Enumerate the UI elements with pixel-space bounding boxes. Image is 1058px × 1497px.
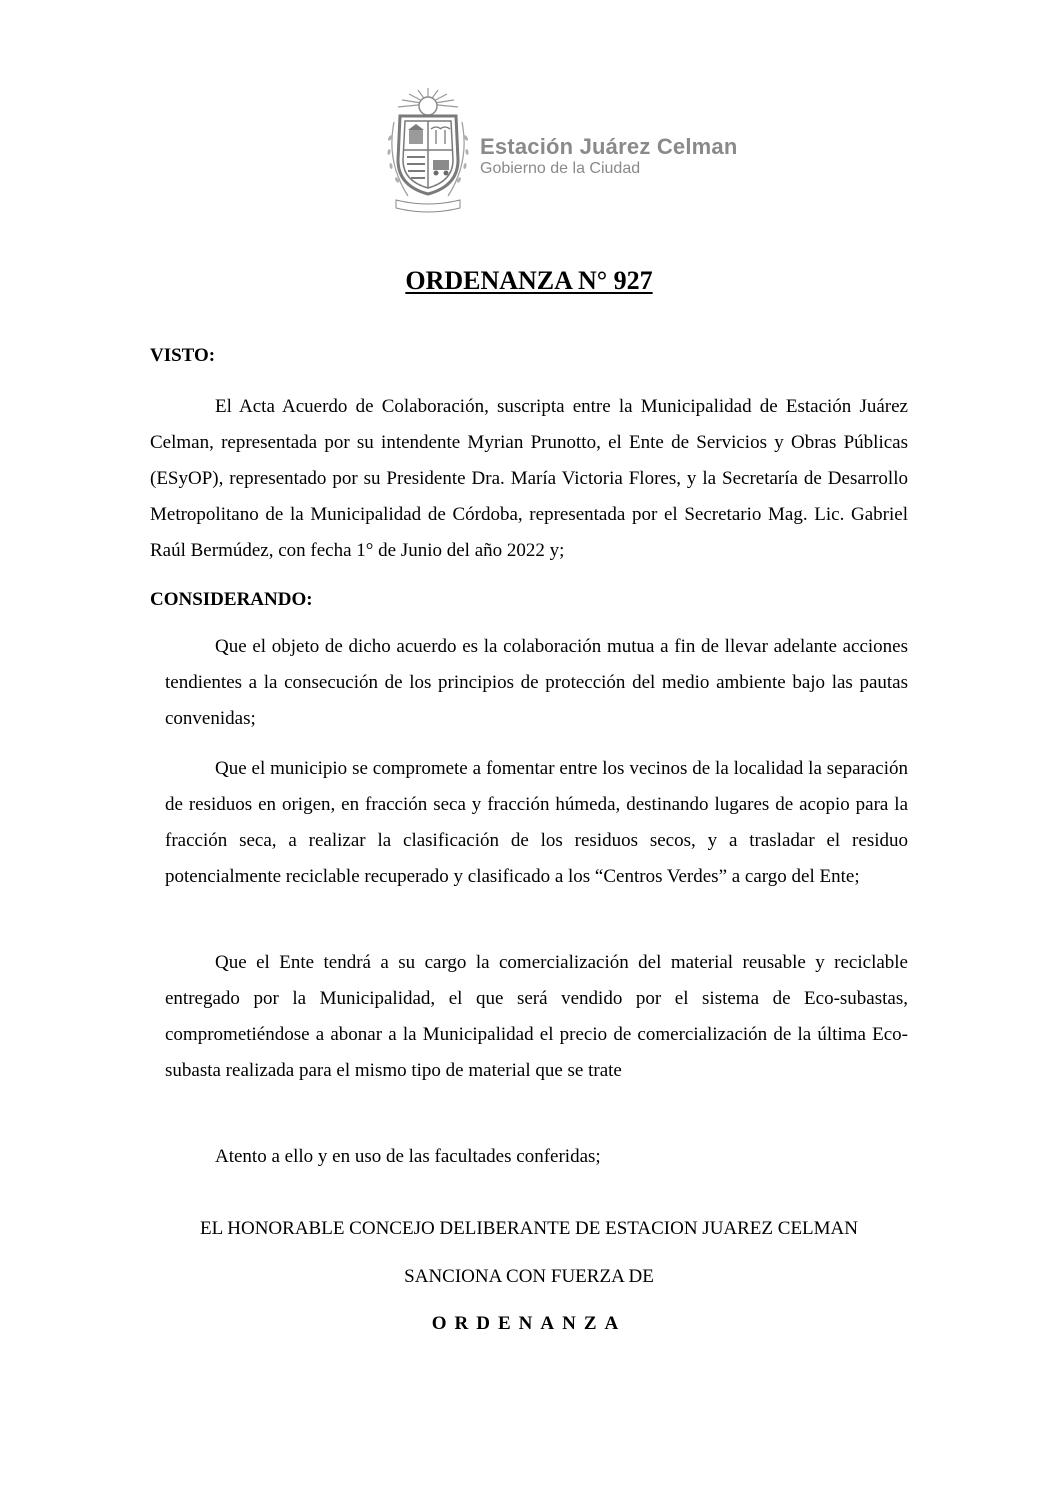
considerando-paragraph-2: Que el municipio se compromete a fomentar entre los vecinos de la localidad la separación de residuos en origen, en fracción seca y fracción húmeda, destinando lugares de acopio para la fracción seca, a realizar la clasificación de los residuos secos, y a trasladar el residuo potencialmente reciclable recuperado y clasificado a los “Centros Verdes” a cargo del Ente; [165, 758, 908, 887]
closing-line-1: EL HONORABLE CONCEJO DELIBERANTE DE ESTACION JUAREZ CELMAN [200, 1218, 858, 1239]
considerando-paragraph-1: Que el objeto de dicho acuerdo es la colaboración mutua a fin de llevar adelante acciones tendientes a la consecución de los principios de protección del medio ambiente bajo las pautas convenidas; [165, 636, 908, 729]
visto-heading: VISTO: [150, 345, 216, 366]
org-name: Estación Juárez Celman [480, 134, 738, 159]
closing-line-2: SANCIONA CON FUERZA DE [404, 1266, 654, 1287]
org-subtitle: Gobierno de la Ciudad [480, 160, 641, 177]
visto-paragraph: El Acta Acuerdo de Colaboración, suscripta entre la Municipalidad de Estación Juárez Celman, representada por su intendente Myrian Prunotto, el Ente de Servicios y Obras Públicas (ESyOP), representado por su Presidente Dra. María Victoria Flores, y la Secretaría de Desarrollo Metropolitano de la Municipalidad de Córdoba, representada por el Secretario Mag. Lic. Gabriel Raúl Bermúdez, con fecha 1° de Junio del año 2022 y; [150, 396, 908, 561]
considerando-paragraph-3: Que el Ente tendrá a su cargo la comercialización del material reusable y reciclable entregado por la Municipalidad, el que será vendido por el sistema de Eco-subastas, comprometiéndose a abonar a la Municipalidad el precio de comercialización de la última Eco-subasta realizada para el mismo tipo de material que se trate [165, 952, 908, 1081]
city-seal-icon [378, 82, 478, 216]
considerando-heading: CONSIDERANDO: [150, 589, 313, 610]
closing-ordenanza: ORDENANZA [431, 1313, 627, 1334]
document-title: ORDENANZA N° 927 [405, 266, 653, 295]
considerando-paragraph-4: Atento a ello y en uso de las facultades conferidas; [215, 1146, 601, 1167]
header-logo [378, 82, 748, 216]
